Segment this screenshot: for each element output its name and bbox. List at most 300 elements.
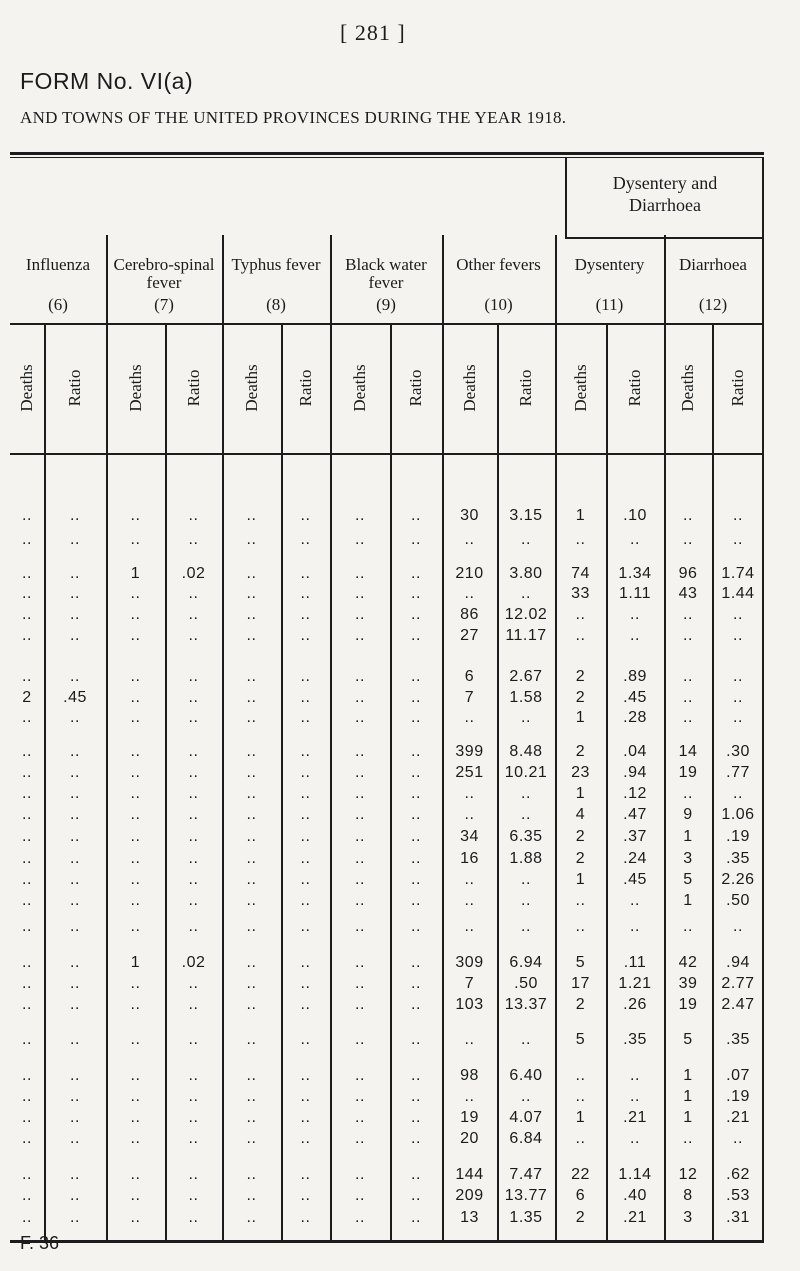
table-cell: .. bbox=[130, 709, 141, 726]
table-cell: 96 bbox=[678, 565, 698, 582]
column-number: (9) bbox=[376, 295, 396, 314]
table-cell: .. bbox=[246, 507, 257, 524]
table-cell: 309 bbox=[455, 954, 484, 971]
table-cell: 34 bbox=[460, 828, 479, 845]
table-cell: .. bbox=[188, 828, 199, 845]
table-cell: .. bbox=[70, 627, 80, 644]
table-cell: 10.21 bbox=[504, 764, 548, 781]
table-cell: 33 bbox=[571, 585, 590, 602]
table-cell: .. bbox=[70, 1067, 80, 1084]
table-cell: 7 bbox=[464, 975, 475, 992]
table-cell: .. bbox=[464, 531, 475, 548]
form-title: FORM No. VI(a) bbox=[20, 68, 194, 94]
table-cell: .. bbox=[300, 892, 311, 909]
table-cell: 8 bbox=[683, 1187, 693, 1204]
form-code: F. 36 bbox=[20, 1233, 60, 1253]
deaths-subheader: Deaths bbox=[350, 364, 369, 412]
table-cell: .. bbox=[70, 668, 80, 685]
table-cell: 17 bbox=[571, 975, 590, 992]
table-cell: .. bbox=[130, 1088, 141, 1105]
table-cell: .. bbox=[246, 606, 257, 623]
table-cell: 12 bbox=[678, 1166, 698, 1183]
column-header-rule bbox=[10, 323, 764, 325]
table-cell: .. bbox=[355, 1031, 365, 1048]
column-header-black-water-fever: Black water fever bbox=[345, 255, 427, 292]
table-cell: 3.15 bbox=[509, 507, 543, 524]
table-cell: .. bbox=[22, 585, 32, 602]
table-cell: .. bbox=[355, 743, 365, 760]
table-cell: .. bbox=[22, 1088, 32, 1105]
table-cell: .. bbox=[411, 1031, 421, 1048]
table-cell: .. bbox=[355, 975, 365, 992]
table-cell: .. bbox=[22, 850, 32, 867]
table-cell: 251 bbox=[455, 764, 484, 781]
table-cell: .. bbox=[355, 850, 365, 867]
table-cell: .. bbox=[188, 689, 199, 706]
table-cell: .. bbox=[683, 785, 693, 802]
table-cell: 3.80 bbox=[509, 565, 543, 582]
table-cell: .. bbox=[630, 627, 640, 644]
table-cell: .. bbox=[246, 892, 257, 909]
table-cell: .04 bbox=[623, 743, 647, 760]
table-cell: .. bbox=[630, 1088, 640, 1105]
table-cell: .. bbox=[22, 828, 32, 845]
table-cell: .50 bbox=[514, 975, 538, 992]
table-cell: .. bbox=[464, 785, 475, 802]
ratio-subheader: Ratio bbox=[625, 369, 644, 407]
table-cell: .. bbox=[188, 996, 199, 1013]
table-cell: .. bbox=[355, 507, 365, 524]
table-cell: .35 bbox=[623, 1031, 647, 1048]
table-cell: .. bbox=[411, 764, 421, 781]
table-cell: 19 bbox=[678, 996, 698, 1013]
table-cell: .. bbox=[188, 606, 199, 623]
table-cell: .. bbox=[188, 918, 199, 935]
table-cell: .. bbox=[683, 709, 693, 726]
table-cell: 16 bbox=[460, 850, 479, 867]
table-cell: .. bbox=[411, 1130, 421, 1147]
table-cell: .. bbox=[683, 531, 693, 548]
table-cell: .. bbox=[411, 975, 421, 992]
table-cell: .. bbox=[575, 892, 586, 909]
table-cell: .. bbox=[22, 785, 32, 802]
table-cell: 6 bbox=[464, 668, 475, 685]
table-cell: .. bbox=[630, 1130, 640, 1147]
table-cell: .. bbox=[683, 627, 693, 644]
table-cell: .. bbox=[521, 531, 531, 548]
column-header-cerebro-spinal-fever: Cerebro-spinal fever bbox=[113, 255, 215, 292]
table-cell: .. bbox=[70, 785, 80, 802]
table-cell: .. bbox=[130, 892, 141, 909]
table-cell: .. bbox=[70, 565, 80, 582]
table-cell: 6.35 bbox=[509, 828, 543, 845]
table-cell: .. bbox=[733, 785, 743, 802]
table-cell: .. bbox=[355, 954, 365, 971]
table-cell: .. bbox=[246, 627, 257, 644]
table-cell: .. bbox=[575, 627, 586, 644]
table-cell: .. bbox=[130, 850, 141, 867]
table-cell: .. bbox=[70, 606, 80, 623]
table-cell: .. bbox=[355, 806, 365, 823]
table-cell: .37 bbox=[623, 828, 647, 845]
table-cell: .. bbox=[246, 764, 257, 781]
table-cell: 1 bbox=[683, 1109, 693, 1126]
table-cell: .. bbox=[411, 785, 421, 802]
table-cell: .. bbox=[355, 1088, 365, 1105]
table-cell: .. bbox=[22, 627, 32, 644]
table-cell: 6.94 bbox=[509, 954, 543, 971]
table-cell: .. bbox=[188, 764, 199, 781]
table-cell: .. bbox=[70, 1088, 80, 1105]
table-cell: 2 bbox=[575, 1209, 586, 1226]
column-header-typhus-fever: Typhus fever bbox=[231, 255, 321, 274]
table-cell: .. bbox=[521, 709, 531, 726]
table-cell: .. bbox=[411, 996, 421, 1013]
table-cell: .. bbox=[300, 954, 311, 971]
table-cell: .. bbox=[355, 1166, 365, 1183]
table-cell: 27 bbox=[460, 627, 479, 644]
table-cell: .. bbox=[683, 606, 693, 623]
table-cell: .. bbox=[411, 565, 421, 582]
table-cell: .. bbox=[683, 668, 693, 685]
table-cell: 1 bbox=[130, 954, 141, 971]
table-cell: .. bbox=[411, 668, 421, 685]
table-cell: .. bbox=[22, 743, 32, 760]
table-cell: .. bbox=[355, 709, 365, 726]
column-header-other-fevers: Other fevers bbox=[456, 255, 541, 274]
table-cell: .. bbox=[630, 918, 640, 935]
table-cell: .. bbox=[683, 689, 693, 706]
table-cell: .. bbox=[130, 996, 141, 1013]
ratio-subheader: Ratio bbox=[183, 369, 203, 407]
table-cell: .. bbox=[70, 1187, 80, 1204]
table-cell: .. bbox=[22, 606, 32, 623]
ratio-subheader: Ratio bbox=[65, 369, 84, 407]
table-cell: .. bbox=[521, 892, 531, 909]
table-cell: .. bbox=[130, 1067, 141, 1084]
table-cell: .. bbox=[188, 585, 199, 602]
table-cell: .77 bbox=[726, 764, 750, 781]
table-cell: 103 bbox=[455, 996, 484, 1013]
table-cell: 14 bbox=[678, 743, 698, 760]
table-cell: 11.17 bbox=[505, 627, 547, 644]
table-cell: .. bbox=[300, 627, 311, 644]
table-cell: .. bbox=[70, 918, 80, 935]
table-cell: .. bbox=[130, 1166, 141, 1183]
table-cell: 1 bbox=[575, 507, 586, 524]
table-cell: .. bbox=[300, 1031, 311, 1048]
table-cell: 6.40 bbox=[509, 1067, 543, 1084]
table-cell: .. bbox=[575, 918, 586, 935]
table-cell: .. bbox=[22, 565, 32, 582]
table-cell: .. bbox=[411, 871, 421, 888]
table-cell: 1 bbox=[575, 709, 586, 726]
table-cell: .. bbox=[70, 764, 80, 781]
table-cell: .. bbox=[575, 606, 586, 623]
table-cell: .21 bbox=[623, 1209, 647, 1226]
table-cell: .. bbox=[246, 709, 257, 726]
table-cell: .. bbox=[246, 689, 257, 706]
table-cell: .. bbox=[22, 1031, 32, 1048]
table-cell: .. bbox=[188, 785, 199, 802]
table-cell: .. bbox=[188, 871, 199, 888]
table-cell: .26 bbox=[623, 996, 647, 1013]
table-cell: .. bbox=[22, 1130, 32, 1147]
table-cell: .. bbox=[70, 806, 80, 823]
form-subtitle: AND TOWNS OF THE UNITED PROVINCES DURING THE YEAR 1918. bbox=[20, 108, 567, 127]
table-cell: .. bbox=[300, 1187, 311, 1204]
table-cell: .. bbox=[246, 1031, 257, 1048]
table-cell: .. bbox=[411, 1067, 421, 1084]
table-cell: 1.58 bbox=[509, 689, 543, 706]
table-cell: 1.21 bbox=[618, 975, 652, 992]
table-cell: .. bbox=[246, 871, 257, 888]
deaths-subheader: Deaths bbox=[570, 364, 590, 412]
table-cell: 42 bbox=[678, 954, 698, 971]
table-cell: .. bbox=[22, 975, 32, 992]
table-cell: .. bbox=[464, 709, 475, 726]
table-cell: .. bbox=[300, 668, 311, 685]
column-number: (8) bbox=[266, 295, 286, 314]
deaths-subheader: Deaths bbox=[241, 364, 261, 412]
table-cell: .. bbox=[411, 918, 421, 935]
table-cell: 1 bbox=[575, 871, 586, 888]
table-cell: .50 bbox=[726, 892, 750, 909]
column-number: (6) bbox=[48, 295, 68, 314]
table-cell: .. bbox=[411, 627, 421, 644]
table-cell: .. bbox=[733, 689, 743, 706]
table-cell: .31 bbox=[726, 1209, 750, 1226]
table-cell: .. bbox=[130, 606, 141, 623]
table-cell: 22 bbox=[571, 1166, 590, 1183]
table-cell: .. bbox=[355, 1067, 365, 1084]
table-cell: .. bbox=[22, 1209, 32, 1226]
table-cell: .. bbox=[130, 975, 141, 992]
table-cell: .. bbox=[188, 531, 199, 548]
table-cell: 13.77 bbox=[504, 1187, 548, 1204]
table-cell: .. bbox=[188, 1109, 199, 1126]
table-cell: .. bbox=[300, 871, 311, 888]
table-cell: .35 bbox=[726, 850, 750, 867]
table-cell: .. bbox=[300, 1166, 311, 1183]
table-cell: .. bbox=[70, 1031, 80, 1048]
table-cell: .. bbox=[246, 1088, 257, 1105]
table-cell: .. bbox=[70, 996, 80, 1013]
table-cell: .. bbox=[464, 1088, 475, 1105]
table-cell: .. bbox=[733, 668, 743, 685]
table-cell: .. bbox=[188, 1130, 199, 1147]
table-cell: .. bbox=[188, 850, 199, 867]
table-cell: .. bbox=[70, 743, 80, 760]
table-cell: .. bbox=[411, 1187, 421, 1204]
table-cell: .. bbox=[300, 1209, 311, 1226]
table-cell: .. bbox=[22, 996, 32, 1013]
table-cell: 7 bbox=[464, 689, 475, 706]
table-cell: 2 bbox=[575, 996, 586, 1013]
table-cell: .28 bbox=[623, 709, 647, 726]
table-cell: .. bbox=[300, 606, 311, 623]
table-cell: 12.02 bbox=[504, 606, 548, 623]
table-cell: .. bbox=[246, 785, 257, 802]
table-cell: 1 bbox=[683, 828, 693, 845]
table-cell: .. bbox=[70, 892, 80, 909]
table-cell: 1.35 bbox=[509, 1209, 543, 1226]
table-cell: 1.06 bbox=[721, 806, 755, 823]
table-cell: .. bbox=[70, 975, 80, 992]
group-header-dysentery-diarrhoea: Dysentery and Diarrhoea bbox=[612, 173, 718, 215]
table-cell: 1 bbox=[683, 892, 693, 909]
table-cell: 3 bbox=[683, 850, 693, 867]
table-cell: .. bbox=[188, 806, 199, 823]
table-cell: .. bbox=[22, 954, 32, 971]
table-cell: .. bbox=[22, 764, 32, 781]
table-cell: .. bbox=[411, 828, 421, 845]
table-cell: .. bbox=[300, 565, 311, 582]
table-cell: .. bbox=[300, 996, 311, 1013]
table-cell: 19 bbox=[678, 764, 698, 781]
table-cell: .53 bbox=[726, 1187, 750, 1204]
table-cell: .. bbox=[188, 892, 199, 909]
table-cell: .. bbox=[22, 1187, 32, 1204]
table-cell: .. bbox=[521, 871, 531, 888]
table-cell: .. bbox=[188, 1187, 199, 1204]
table-cell: 86 bbox=[460, 606, 479, 623]
table-cell: 1.44 bbox=[721, 585, 755, 602]
table-cell: .. bbox=[575, 1130, 586, 1147]
table-cell: 1.34 bbox=[618, 565, 652, 582]
table-cell: .. bbox=[22, 918, 32, 935]
table-cell: 1 bbox=[575, 785, 586, 802]
table-cell: 6.84 bbox=[509, 1130, 543, 1147]
table-cell: .. bbox=[733, 1130, 743, 1147]
table-cell: 5 bbox=[575, 954, 586, 971]
table-cell: 1 bbox=[683, 1067, 693, 1084]
deaths-subheader: Deaths bbox=[459, 364, 479, 412]
table-cell: .. bbox=[521, 1088, 531, 1105]
ratio-subheader: Ratio bbox=[406, 369, 425, 407]
table-cell: 6 bbox=[575, 1187, 586, 1204]
table-cell: 8.48 bbox=[509, 743, 543, 760]
table-cell: .. bbox=[355, 996, 365, 1013]
table-cell: .. bbox=[411, 709, 421, 726]
table-cell: .. bbox=[683, 507, 693, 524]
table-cell: .. bbox=[130, 743, 141, 760]
table-cell: .. bbox=[355, 785, 365, 802]
table-cell: .. bbox=[300, 1109, 311, 1126]
column-header-diarrhoea: Diarrhoea bbox=[679, 255, 747, 274]
table-cell: 20 bbox=[460, 1130, 479, 1147]
table-cell: .. bbox=[355, 1130, 365, 1147]
table-cell: 2 bbox=[575, 743, 586, 760]
table-cell: .. bbox=[300, 975, 311, 992]
table-cell: .. bbox=[188, 709, 199, 726]
table-cell: .. bbox=[355, 606, 365, 623]
table-cell: .. bbox=[355, 871, 365, 888]
table-cell: .. bbox=[411, 585, 421, 602]
table-cell: .. bbox=[130, 507, 141, 524]
table-cell: .. bbox=[411, 531, 421, 548]
table-cell: 74 bbox=[571, 565, 590, 582]
table-cell: 1 bbox=[575, 1109, 586, 1126]
table-cell: .. bbox=[22, 668, 32, 685]
table-cell: .. bbox=[300, 689, 311, 706]
table-cell: .19 bbox=[726, 828, 750, 845]
table-cell: .45 bbox=[63, 689, 87, 706]
table-cell: .94 bbox=[623, 764, 647, 781]
table-cell: .. bbox=[575, 1067, 586, 1084]
table-cell: 4.07 bbox=[509, 1109, 543, 1126]
table-cell: .. bbox=[188, 743, 199, 760]
group-divider bbox=[565, 158, 567, 238]
table-cell: .. bbox=[246, 1187, 257, 1204]
table-cell: .. bbox=[411, 606, 421, 623]
table-cell: .. bbox=[130, 1031, 141, 1048]
table-cell: 5 bbox=[683, 871, 693, 888]
table-cell: .. bbox=[411, 1166, 421, 1183]
table-cell: .. bbox=[411, 850, 421, 867]
table-cell: .. bbox=[130, 585, 141, 602]
table-cell: .. bbox=[246, 806, 257, 823]
table-cell: .. bbox=[22, 507, 32, 524]
table-cell: 2 bbox=[575, 689, 586, 706]
table-cell: .11 bbox=[623, 954, 647, 971]
table-cell: .. bbox=[22, 806, 32, 823]
table-cell: .. bbox=[575, 1088, 586, 1105]
table-cell: .10 bbox=[623, 507, 647, 524]
page-number: [ 281 ] bbox=[340, 20, 406, 45]
table-cell: 2.47 bbox=[721, 996, 755, 1013]
table-cell: .. bbox=[300, 828, 311, 845]
table-cell: .. bbox=[246, 1109, 257, 1126]
table-cell: .. bbox=[300, 1067, 311, 1084]
table-cell: .. bbox=[130, 1130, 141, 1147]
table-cell: .. bbox=[630, 531, 640, 548]
table-cell: .. bbox=[188, 1088, 199, 1105]
table-cell: .. bbox=[130, 1187, 141, 1204]
table-cell: 399 bbox=[455, 743, 484, 760]
table-cell: .35 bbox=[726, 1031, 750, 1048]
table-cell: .. bbox=[521, 918, 531, 935]
table-cell: .. bbox=[630, 606, 640, 623]
table-cell: .24 bbox=[623, 850, 647, 867]
table-cell: .. bbox=[70, 531, 80, 548]
table-cell: .. bbox=[246, 850, 257, 867]
table-cell: .. bbox=[355, 918, 365, 935]
table-cell: .02 bbox=[181, 565, 206, 582]
table-cell: .. bbox=[464, 1031, 475, 1048]
table-cell: .. bbox=[130, 764, 141, 781]
table-cell: 210 bbox=[455, 565, 484, 582]
table-cell: .. bbox=[130, 1109, 141, 1126]
table-cell: .. bbox=[130, 668, 141, 685]
table-cell: .. bbox=[300, 1088, 311, 1105]
table-cell: .. bbox=[246, 996, 257, 1013]
table-cell: .. bbox=[246, 743, 257, 760]
table-cell: 3 bbox=[683, 1209, 693, 1226]
table-cell: .. bbox=[355, 585, 365, 602]
table-cell: 19 bbox=[460, 1109, 479, 1126]
table-cell: .. bbox=[130, 785, 141, 802]
table-cell: .. bbox=[411, 743, 421, 760]
table-cell: .. bbox=[300, 507, 311, 524]
table-cell: 39 bbox=[678, 975, 698, 992]
table-cell: 209 bbox=[455, 1187, 484, 1204]
table-cell: .. bbox=[70, 1130, 80, 1147]
column-number: (10) bbox=[484, 295, 513, 314]
table-cell: 7.47 bbox=[509, 1166, 543, 1183]
table-cell: .19 bbox=[726, 1088, 750, 1105]
table-cell: .. bbox=[246, 1130, 257, 1147]
